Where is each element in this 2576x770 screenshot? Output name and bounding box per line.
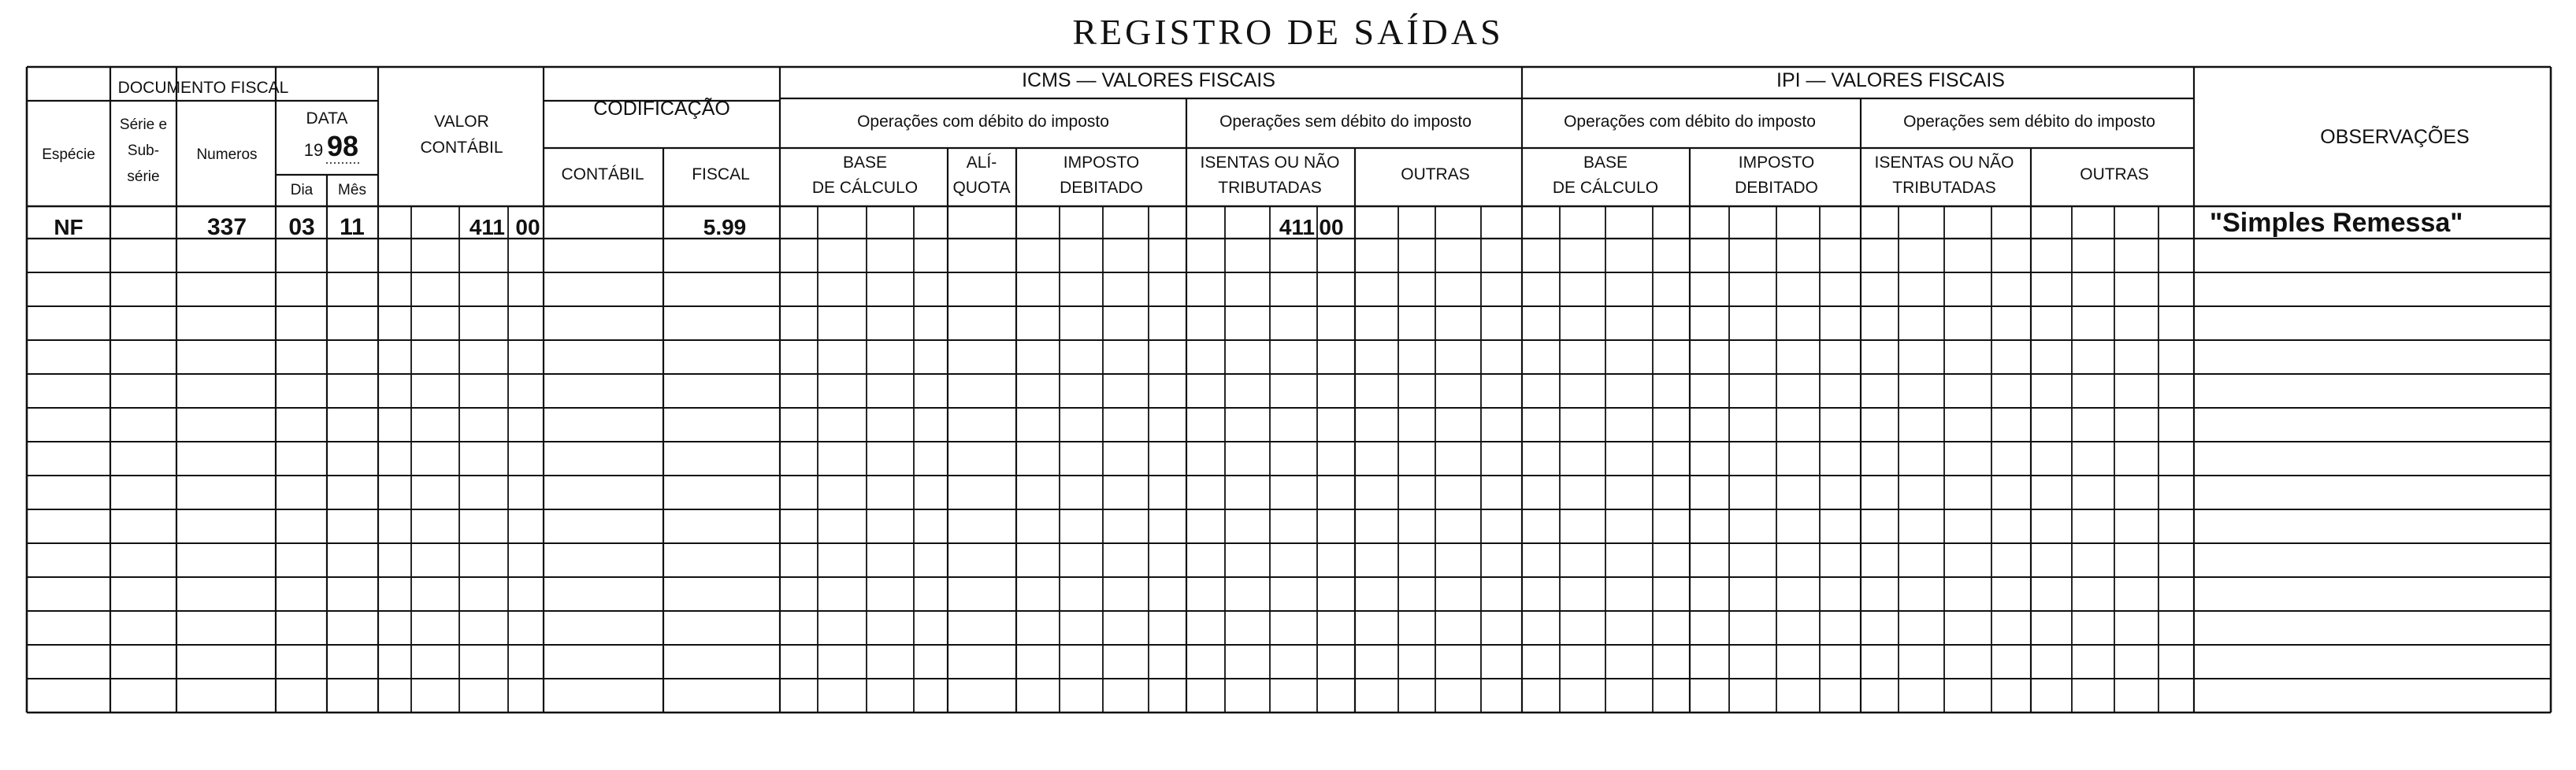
header-aliquota-line2: QUOTA — [952, 179, 1011, 197]
header-ipi-imposto-line1: IMPOSTO — [1738, 154, 1815, 172]
header-icms-base-line2: DE CÁLCULO — [811, 179, 919, 197]
header-ipi-isentas-line2: TRIBUTADAS — [1892, 179, 1996, 197]
header-ipi-imposto-line2: DEBITADO — [1735, 179, 1818, 197]
year-suffix: 98 — [326, 130, 359, 162]
header-ipi-sem-debito: Operações sem débito do imposto — [1903, 113, 2155, 131]
header-ipi-isentas-line1: ISENTAS OU NÃO — [1874, 154, 2014, 172]
entry-dia: 03 — [288, 214, 315, 240]
entry-numero: 337 — [206, 214, 247, 240]
table-rows — [27, 239, 2551, 679]
header-numeros: Numeros — [196, 146, 258, 163]
header-serie-line1: Série e — [119, 117, 168, 133]
header-especie: Espécie — [42, 146, 95, 163]
header-ipi-base-line2: DE CÁLCULO — [1552, 179, 1659, 197]
header-icms-base-line1: BASE — [842, 154, 888, 172]
header-aliquota-line1: ALÍ- — [966, 154, 997, 172]
header-serie-line2: Sub- — [127, 143, 160, 159]
header-icms: ICMS — VALORES FISCAIS — [1022, 69, 1275, 91]
header-icms-imposto-line2: DEBITADO — [1060, 179, 1143, 197]
entry-mes: 11 — [340, 214, 365, 240]
header-valor-line2: CONTÁBIL — [420, 139, 503, 157]
header-contabil: CONTÁBIL — [561, 165, 644, 183]
header-ipi-com-debito: Operações com débito do imposto — [1564, 113, 1816, 131]
header-icms-imposto-line1: IMPOSTO — [1063, 154, 1140, 172]
header-valor-line1: VALOR — [434, 113, 489, 131]
entry-isentas-cents: 00 — [1319, 215, 1344, 239]
entry-especie: NF — [54, 215, 84, 239]
entry-observacoes: "Simples Remessa" — [2210, 208, 2463, 238]
header-fiscal: FISCAL — [692, 165, 750, 183]
header-icms-isentas-line1: ISENTAS OU NÃO — [1200, 154, 1340, 172]
header-icms-outras: OUTRAS — [1401, 165, 1470, 183]
entry-valor-integer: 411 — [469, 215, 505, 239]
entry-isentas-integer: 411 — [1279, 215, 1315, 239]
header-codificacao: CODIFICAÇÃO — [593, 98, 730, 120]
header-ipi-base-line1: BASE — [1583, 154, 1628, 172]
header-observacoes: OBSERVAÇÕES — [2320, 126, 2470, 148]
year-prefix: 19 — [303, 140, 324, 160]
header-dia: Dia — [290, 182, 314, 198]
header-ipi-outras: OUTRAS — [2080, 165, 2149, 183]
header-icms-com-debito: Operações com débito do imposto — [857, 113, 1109, 131]
page-title: REGISTRO DE SAÍDAS — [1072, 12, 1504, 52]
entry-valor-cents: 00 — [515, 215, 540, 239]
header-icms-isentas-line2: TRIBUTADAS — [1218, 179, 1322, 197]
header-data: DATA — [306, 109, 348, 128]
header-mes: Mês — [338, 182, 366, 198]
header-serie-line3: série — [127, 168, 160, 185]
header-ipi: IPI — VALORES FISCAIS — [1776, 69, 2005, 91]
header-documento-fiscal: DOCUMENTO FISCAL — [117, 79, 289, 97]
entry-fiscal: 5.99 — [703, 215, 747, 239]
header-icms-sem-debito: Operações sem débito do imposto — [1219, 113, 1472, 131]
